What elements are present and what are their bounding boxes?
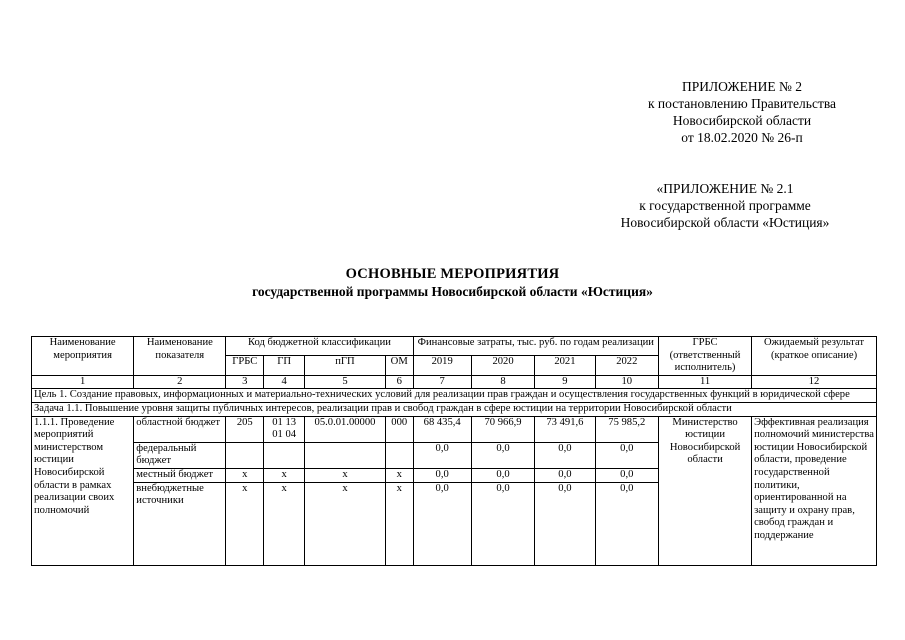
col-number: 8 <box>471 375 534 389</box>
col-number: 3 <box>226 375 264 389</box>
amount-2021: 0,0 <box>535 482 595 565</box>
table-header-row <box>32 337 877 356</box>
col-number: 4 <box>264 375 305 389</box>
amount-2021: 0,0 <box>535 468 595 482</box>
grbs-code: x <box>226 482 264 565</box>
om-code: x <box>385 482 413 565</box>
grbs-code <box>226 442 264 468</box>
header-finance: Финансовые затраты, тыс. руб. по годам реализации <box>413 337 659 356</box>
col-number: 11 <box>659 375 752 389</box>
column-numbers-row <box>32 375 877 389</box>
grbs-code: 205 <box>226 416 264 442</box>
header-event-name: Наименование мероприятия <box>32 337 134 376</box>
amount-2021: 0,0 <box>535 442 595 468</box>
goal-text: Цель 1. Создание правовых, информационных и материально-технических условий для реализации прав граждан и осуществления государственных функций в юридической сфере <box>32 389 877 403</box>
amount-2022: 0,0 <box>595 468 658 482</box>
amount-2020: 0,0 <box>471 468 534 482</box>
col-number: 5 <box>305 375 386 389</box>
col-number: 1 <box>32 375 134 389</box>
col-number: 6 <box>385 375 413 389</box>
pgp-code: x <box>305 482 386 565</box>
appendix-region: Новосибирской области <box>672 113 812 128</box>
col-number: 2 <box>134 375 226 389</box>
amount-2022: 0,0 <box>595 482 658 565</box>
pgp-code: 05.0.01.00000 <box>305 416 386 442</box>
appendix-number: ПРИЛОЖЕНИЕ № 2 <box>681 79 803 94</box>
col-number: 10 <box>595 375 658 389</box>
header-expected-result: Ожидаемый результат (краткое описание) <box>752 337 877 376</box>
appendix-date: от 18.02.2020 № 26-п <box>681 130 803 145</box>
appendix-to-resolution: к постановлению Правительства <box>647 96 837 111</box>
header-2020: 2020 <box>471 356 534 375</box>
header-gp: ГП <box>264 356 305 375</box>
appendix-program-name: Новосибирской области «Юстиция» <box>620 215 830 230</box>
om-code: x <box>385 468 413 482</box>
grbs-code: x <box>226 468 264 482</box>
document-title: ОСНОВНЫЕ МЕРОПРИЯТИЯ <box>345 266 560 282</box>
col-number: 12 <box>752 375 877 389</box>
header-grbs: ГРБС (ответственный исполнитель) <box>659 337 752 376</box>
col-number: 7 <box>413 375 471 389</box>
amount-2021: 73 491,6 <box>535 416 595 442</box>
gp-code <box>264 442 305 468</box>
appendix-program-number: «ПРИЛОЖЕНИЕ № 2.1 <box>656 181 794 196</box>
executor: Министерство юстиции Новосибирской области <box>659 416 752 565</box>
event-name: 1.1.1. Проведение мероприятий министерством юстиции Новосибирской области в рамках реализации своих полномочий <box>32 416 134 565</box>
header-pgp: пГП <box>305 356 386 375</box>
amount-2020: 70 966,9 <box>471 416 534 442</box>
pgp-code <box>305 442 386 468</box>
appendix-program-ref: к государственной программе <box>639 198 811 213</box>
amount-2020: 0,0 <box>471 482 534 565</box>
amount-2022: 75 985,2 <box>595 416 658 442</box>
expected-result: Эффективная реализация полномочий министерства юстиции Новосибирской области, проведение государственной политики, ориентированной на защиту и охрану прав, свобод граждан и поддержание <box>752 416 877 565</box>
header-budget-code: Код бюджетной классификации <box>226 337 413 356</box>
gp-code: x <box>264 482 305 565</box>
appendix-block-program <box>595 180 855 231</box>
om-code: 000 <box>385 416 413 442</box>
amount-2019: 0,0 <box>413 482 471 565</box>
header-indicator-name: Наименование показателя <box>134 337 226 376</box>
indicator-name: внебюджетные источники <box>134 482 226 565</box>
gp-code-line1: 01 13 <box>272 416 297 428</box>
header-om: ОМ <box>385 356 413 375</box>
indicator-name: федеральный бюджет <box>134 442 226 468</box>
amount-2020: 0,0 <box>471 442 534 468</box>
amount-2019: 68 435,4 <box>413 416 471 442</box>
gp-code <box>264 416 305 442</box>
main-activities-table <box>31 336 877 566</box>
indicator-name: местный бюджет <box>134 468 226 482</box>
indicator-name: областной бюджет <box>134 416 226 442</box>
om-code <box>385 442 413 468</box>
task-row <box>32 402 877 416</box>
header-grbs-code: ГРБС <box>226 356 264 375</box>
amount-2019: 0,0 <box>413 442 471 468</box>
gp-code-line2: 01 04 <box>272 429 297 441</box>
task-text: Задача 1.1. Повышение уровня защиты публичных интересов, реализации прав и свобод граждан в сфере юстиции на территории Новосибирской области <box>32 402 877 416</box>
amount-2022: 0,0 <box>595 442 658 468</box>
col-number: 9 <box>535 375 595 389</box>
document-subtitle: государственной программы Новосибирской области «Юстиция» <box>252 284 653 299</box>
appendix-block-resolution <box>642 78 842 146</box>
header-2022: 2022 <box>595 356 658 375</box>
gp-code: x <box>264 468 305 482</box>
pgp-code: x <box>305 468 386 482</box>
table-row <box>32 416 877 442</box>
header-2019: 2019 <box>413 356 471 375</box>
goal-row <box>32 389 877 403</box>
amount-2019: 0,0 <box>413 468 471 482</box>
header-2021: 2021 <box>535 356 595 375</box>
